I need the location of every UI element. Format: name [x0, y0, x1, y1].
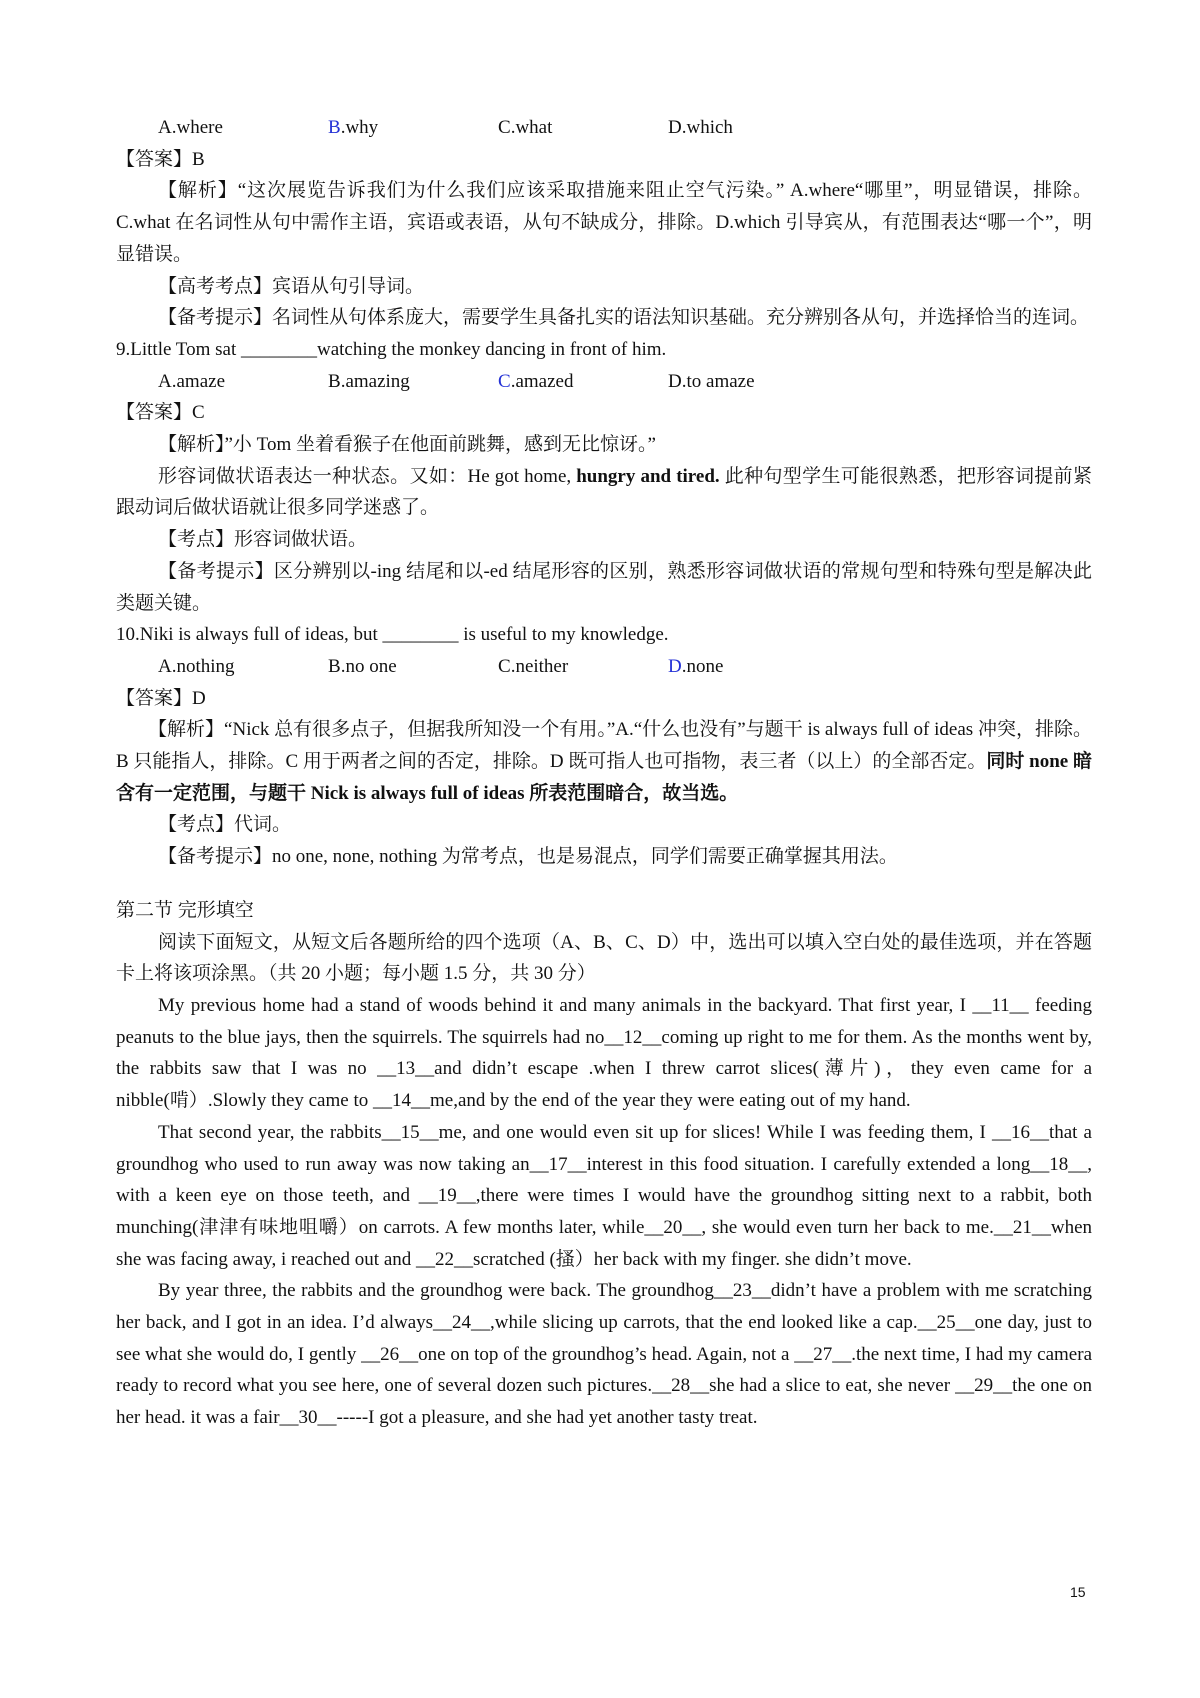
- cloze-paragraph-3: By year three, the rabbits and the groundhog were back. The groundhog__23__didn’t have a problem with me scratching her back, and I got in an idea. I’d always__24__,while slicing up carrots, that the end looked like a cap.__25__one day, just to see what she would do, I gently __26__one on top of the groundhog’s head. Again, not a __27__.the next time, I had my camera ready to record what you see here, one of several dozen such pictures.__28__she had a slice to eat, she never __29__the one on her head. it was a fair__30__-----I got a pleasure, and she had yet another tasty treat.: [116, 1280, 1092, 1429]
- q10-tip: 【备考提示】no one, none, nothing 为常考点，也是易混点，同学们需要正确掌握其用法。: [158, 846, 898, 868]
- q10-option-b: B.no one: [328, 655, 397, 677]
- q8-analysis: 【解析】“这次展览告诉我们为什么我们应该采取措施来阻止空气污染。” A.where“哪里”，明显错误，排除。C.what 在名词性从句中需作主语，宾语或表语，从句不缺成分，排除。D.which 引导宾从，有范围表达“哪一个”，明显错误。: [116, 180, 1092, 265]
- cloze-paragraph-2: That second year, the rabbits__15__me, and one would even sit up for slices! While I was feeding them, I __16__that a groundhog who used to run away was now taking an__17__interest in this food situation. I carefully extended a long__18__, with a keen eye on those teeth, and __19__,there were times I would have the groundhog sitting next to a rabbit, both munching(津津有味地咀嚼）on carrots. A few months later, while__20__, she would even turn her back to me.__21__when she was facing away, i reached out and __22__scratched (搔）her back with my finger. she didn’t move.: [116, 1121, 1092, 1270]
- q9-stem: 9.Little Tom sat ________watching the monkey dancing in front of him.: [116, 338, 667, 360]
- q9-option-d: D.to amaze: [668, 370, 755, 392]
- q9-tip: 【备考提示】区分辨别以-ing 结尾和以-ed 结尾形容的区别，熟悉形容词做状语的常规句型和特殊句型是解决此类题关键。: [116, 560, 1092, 614]
- q10-option-c: C.neither: [498, 655, 569, 677]
- q9-option-b: B.amazing: [328, 370, 410, 392]
- q9-point: 【考点】形容词做状语。: [158, 529, 368, 551]
- section-instruction: 阅读下面短文，从短文后各题所给的四个选项（A、B、C、D）中，选出可以填入空白处的最佳选项，并在答题卡上将该项涂黑。（共 20 小题；每小题 1.5 分，共 30 分）: [116, 931, 1092, 985]
- q9-option-c: C.amazed: [498, 370, 574, 392]
- q8-tip: 【备考提示】名词性从句体系庞大，需要学生具备扎实的语法知识基础。充分辨别各从句，并选择恰当的连词。: [158, 307, 1090, 329]
- q9-analysis: 【解析】”小 Tom 坐着看猴子在他面前跳舞，感到无比惊讶。”: [158, 434, 656, 456]
- q8-option-b: B.why: [328, 117, 379, 138]
- q10-answer: 【答案】D: [116, 687, 206, 709]
- q9-option-a: A.amaze: [158, 370, 225, 392]
- q9-answer: 【答案】C: [116, 402, 205, 424]
- q10-analysis: 【解析】“Nick 总有很多点子，但据我所知没一个有用。”A.“什么也没有”与题干 is always full of ideas 冲突，排除。B 只能指人，排除。C 用于两者之间的否定，排除。D 既可指人也可指物，表三者（以上）的全部否定。同时 none 暗含有一定范围，与题干 Nick is always full of ideas 所表范围暗合，故当选。: [116, 719, 1092, 804]
- q10-option-a: A.nothing: [158, 655, 235, 677]
- document-page: [116, 112, 1092, 1434]
- q10-options: [116, 651, 1092, 683]
- q10-point: 【考点】代词。: [158, 814, 292, 836]
- q8-option-a: A.where: [158, 117, 223, 138]
- q9-options: [116, 366, 1092, 398]
- q9-note: 形容词做状语表达一种状态。又如：He got home, hungry and tired. 此种句型学生可能很熟悉，把形容词提前紧跟动词后做状语就让很多同学迷惑了。: [116, 465, 1092, 519]
- q8-answer: 【答案】B: [116, 148, 205, 170]
- page-number: 15: [1070, 1584, 1086, 1600]
- q8-point: 【高考考点】宾语从句引导词。: [158, 275, 425, 297]
- q8-options: [116, 112, 1092, 144]
- q8-option-d: D.which: [668, 117, 733, 138]
- cloze-paragraph-1: My previous home had a stand of woods behind it and many animals in the backyard. That first year, I __11__ feeding peanuts to the blue jays, then the squirrels. The squirrels had no__12__coming up right to me for them. As the months went by, the rabbits saw that I was no __13__and didn’t escape .when I threw carrot slices(薄片)，they even came for a nibble(啃）.Slowly they came to __14__me,and by the end of the year they were eating out of my hand.: [116, 994, 1092, 1112]
- q10-option-d: D.none: [668, 655, 724, 677]
- section-title: 第二节 完形填空: [116, 899, 254, 921]
- q10-stem: 10.Niki is always full of ideas, but ________ is useful to my knowledge.: [116, 624, 669, 646]
- q8-option-c: C.what: [498, 117, 553, 138]
